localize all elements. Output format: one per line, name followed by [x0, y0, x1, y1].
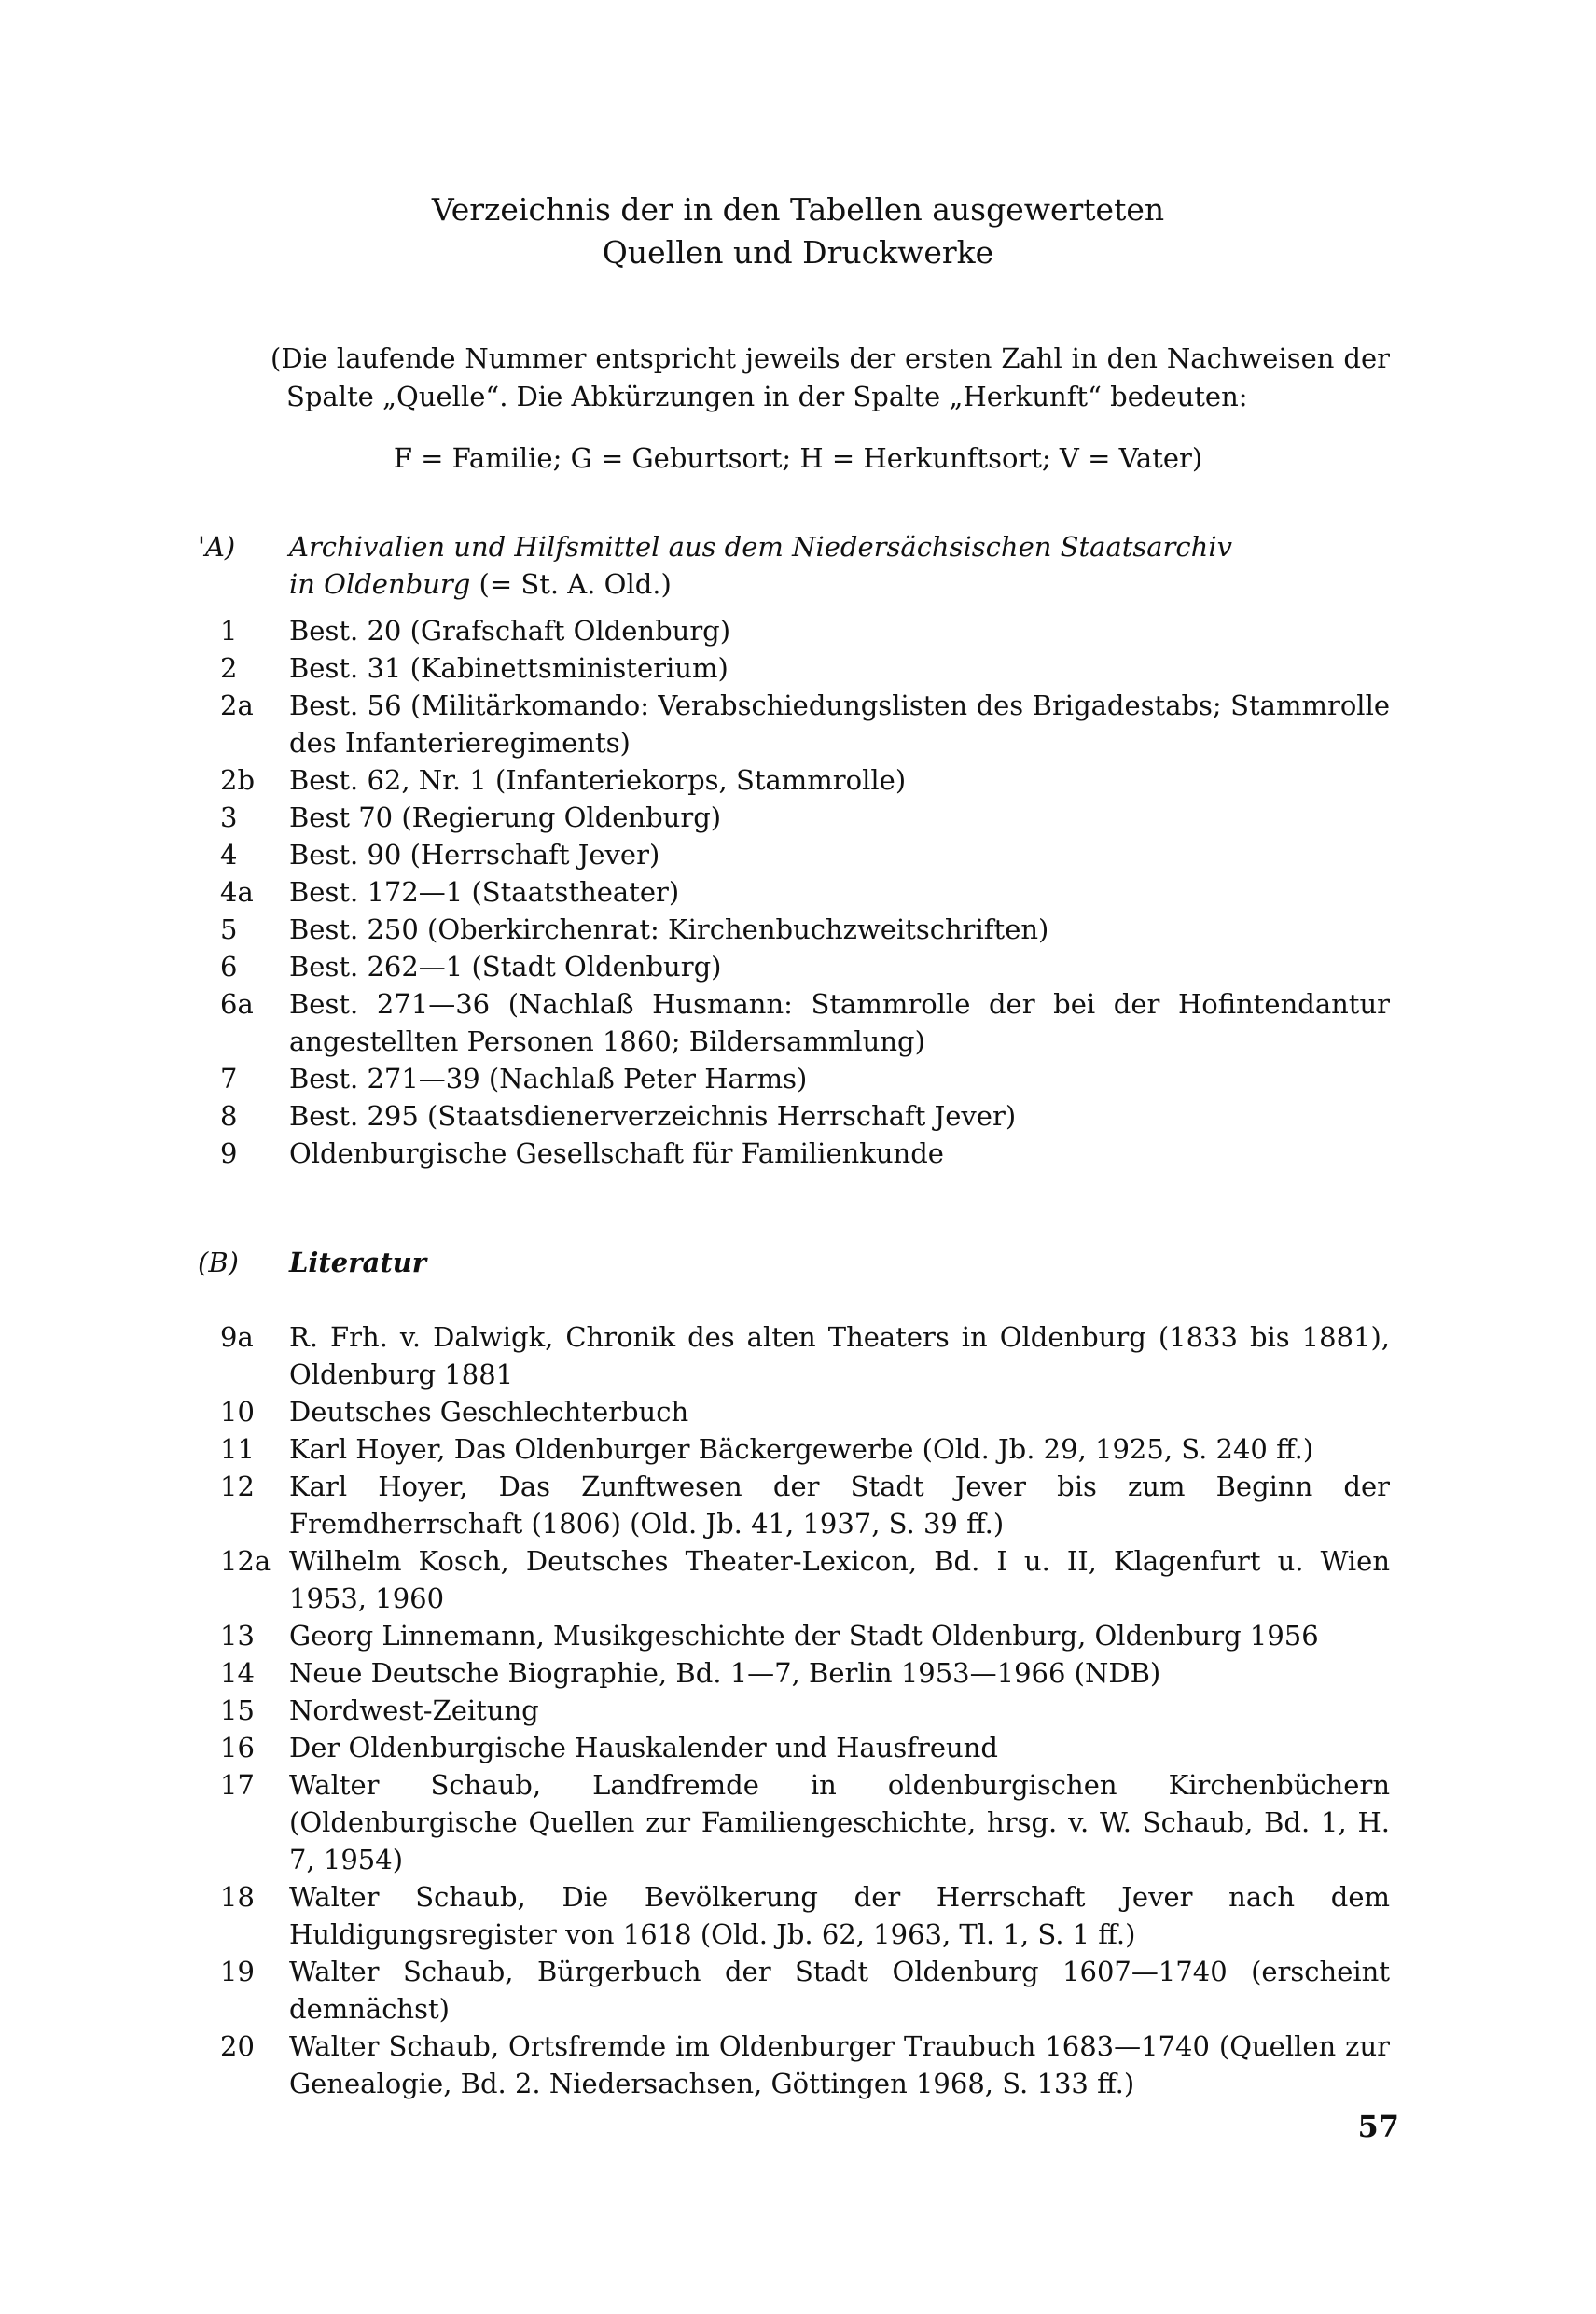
list-item [198, 1654, 1390, 1692]
entry-number: 12a [220, 1545, 271, 1577]
entry-number: 18 [220, 1881, 255, 1913]
entry-number: 3 [220, 802, 238, 833]
entry-text: Walter Schaub, Die Bevölkerung der Herrschaft Jever nach dem Huldigungsregister von 1618 (Old. Jb. 62, 1963, Tl. 1, S. 1 ff.) [289, 1881, 1390, 1950]
list-item [198, 1393, 1390, 1430]
entry-number: 20 [220, 2030, 255, 2062]
entry-text: R. Frh. v. Dalwigk, Chronik des alten Theaters in Oldenburg (1833 bis 1881), Oldenburg 1881 [289, 1321, 1390, 1390]
list-item [198, 985, 1390, 1060]
list-item [198, 649, 1390, 687]
list-item [198, 1430, 1390, 1468]
entry-text: Walter Schaub, Landfremde in oldenburgischen Kirchenbüchern (Oldenburgische Quellen zur Familiengeschichte, hrsg. v. W. Schaub, Bd. 1, H. 7, 1954) [289, 1769, 1390, 1875]
list-item [198, 1318, 1390, 1393]
entry-text: Best. 250 (Oberkirchenrat: Kirchenbuchzweitschriften) [289, 913, 1049, 945]
entry-number: 2 [220, 652, 238, 684]
entry-text: Best. 31 (Kabinettsministerium) [289, 652, 729, 684]
entry-number: 8 [220, 1100, 238, 1132]
list-item [198, 1135, 1390, 1172]
entry-text: Karl Hoyer, Das Zunftwesen der Stadt Jever bis zum Beginn der Fremdherrschaft (1806) (Old. Jb. 41, 1937, S. 39 ff.) [289, 1471, 1390, 1540]
list-item [198, 2028, 1390, 2102]
section-a-entries [198, 612, 1390, 1172]
abbreviation-legend: F = Familie; G = Geburtsort; H = Herkunftsort; V = Vater) [393, 442, 1203, 474]
entry-text: Neue Deutsche Biographie, Bd. 1—7, Berlin 1953—1966 (NDB) [289, 1657, 1161, 1689]
entry-number: 6a [220, 988, 254, 1020]
entry-number: 2b [220, 764, 256, 796]
entry-text: Walter Schaub, Ortsfremde im Oldenburger Traubuch 1683—1740 (Quellen zur Genealogie, Bd. 2. Niedersachsen, Göttingen 1968, S. 133 ff.) [289, 2030, 1390, 2099]
entry-text: Best. 20 (Grafschaft Oldenburg) [289, 615, 731, 647]
section-a-heading [198, 528, 1390, 603]
section-b-label: (B) [198, 1247, 239, 1278]
entry-text: Best. 62, Nr. 1 (Infanteriekorps, Stammrolle) [289, 764, 907, 796]
list-item [198, 948, 1390, 985]
entry-text: Best 70 (Regierung Oldenburg) [289, 802, 722, 833]
entry-text: Best. 172—1 (Staatstheater) [289, 876, 680, 908]
entry-number: 9 [220, 1137, 238, 1169]
entry-number: 13 [220, 1620, 255, 1652]
list-item [198, 761, 1390, 799]
section-b-heading [198, 1244, 1390, 1281]
list-item [198, 1953, 1390, 2028]
entry-number: 4a [220, 876, 254, 908]
list-item [198, 1468, 1390, 1542]
entry-number: 16 [220, 1732, 255, 1763]
entry-text: Best. 262—1 (Stadt Oldenburg) [289, 951, 722, 983]
entry-number: 19 [220, 1956, 255, 1987]
list-item [198, 1766, 1390, 1878]
entry-text: Walter Schaub, Bürgerbuch der Stadt Oldenburg 1607—1740 (erscheint demnächst) [289, 1956, 1390, 2025]
list-item [198, 612, 1390, 649]
list-item [198, 1060, 1390, 1097]
entry-number: 5 [220, 913, 238, 945]
list-item [198, 1729, 1390, 1766]
section-b-heading-text: Literatur [289, 1247, 427, 1278]
entry-number: 7 [220, 1063, 238, 1094]
list-item [198, 836, 1390, 873]
section-b-entries [198, 1318, 1390, 2102]
list-item [198, 1692, 1390, 1729]
list-item [198, 1617, 1390, 1654]
entry-number: 11 [220, 1433, 255, 1465]
section-a-heading-line-1: Archivalien und Hilfsmittel aus dem Niedersächsischen Staatsarchiv [289, 531, 1232, 563]
entry-number: 6 [220, 951, 238, 983]
intro-paragraph: (Die laufende Nummer entspricht jeweils der ersten Zahl in den Nachweisen der Spalte „Quelle“. Die Abkürzungen in der Spalte „Herkunft“ bedeuten: [271, 342, 1390, 412]
entry-number: 10 [220, 1396, 255, 1428]
list-item [198, 687, 1390, 761]
list-item [198, 799, 1390, 836]
entry-text: Karl Hoyer, Das Oldenburger Bäckergewerbe (Old. Jb. 29, 1925, S. 240 ff.) [289, 1433, 1314, 1465]
list-item [198, 1542, 1390, 1617]
page-number: 57 [1357, 2109, 1399, 2144]
entry-number: 9a [220, 1321, 254, 1353]
section-archivalien [198, 528, 1390, 1172]
entry-number: 4 [220, 839, 238, 871]
title-line-2: Quellen und Druckwerke [602, 234, 994, 271]
entry-text: Wilhelm Kosch, Deutsches Theater-Lexicon, Bd. I u. II, Klagenfurt u. Wien 1953, 1960 [289, 1545, 1390, 1614]
entry-text: Best. 271—39 (Nachlaß Peter Harms) [289, 1063, 808, 1094]
section-literatur [198, 1244, 1390, 2102]
entry-text: Deutsches Geschlechterbuch [289, 1396, 689, 1428]
list-item [198, 1878, 1390, 1953]
entry-text: Best. 295 (Staatsdienerverzeichnis Herrschaft Jever) [289, 1100, 1017, 1132]
entry-number: 17 [220, 1769, 255, 1801]
title-line-1: Verzeichnis der in den Tabellen ausgewerteten [431, 191, 1165, 228]
entry-text: Best. 56 (Militärkomando: Verabschiedungslisten des Brigadestabs; Stammrolle des Infanterieregiments) [289, 690, 1390, 759]
entry-text: Der Oldenburgische Hauskalender und Hausfreund [289, 1732, 998, 1763]
entry-number: 1 [220, 615, 238, 647]
list-item [198, 911, 1390, 948]
list-item [198, 873, 1390, 911]
entry-number: 14 [220, 1657, 255, 1689]
entry-text: Georg Linnemann, Musikgeschichte der Stadt Oldenburg, Oldenburg 1956 [289, 1620, 1319, 1652]
section-a-heading-line-2: in Oldenburg [289, 568, 471, 600]
page-title [0, 188, 1596, 274]
entry-number: 12 [220, 1471, 255, 1502]
entry-number: 2a [220, 690, 254, 721]
entry-text: Oldenburgische Gesellschaft für Familienkunde [289, 1137, 944, 1169]
section-a-heading-suffix: (= St. A. Old.) [470, 568, 672, 600]
list-item [198, 1097, 1390, 1135]
entry-text: Nordwest-Zeitung [289, 1694, 539, 1726]
section-a-label: 'A) [198, 531, 236, 563]
entry-text: Best. 90 (Herrschaft Jever) [289, 839, 660, 871]
entry-number: 15 [220, 1694, 255, 1726]
entry-text: Best. 271—36 (Nachlaß Husmann: Stammrolle der bei der Hofintendantur angestellten Personen 1860; Bildersammlung) [289, 988, 1390, 1057]
